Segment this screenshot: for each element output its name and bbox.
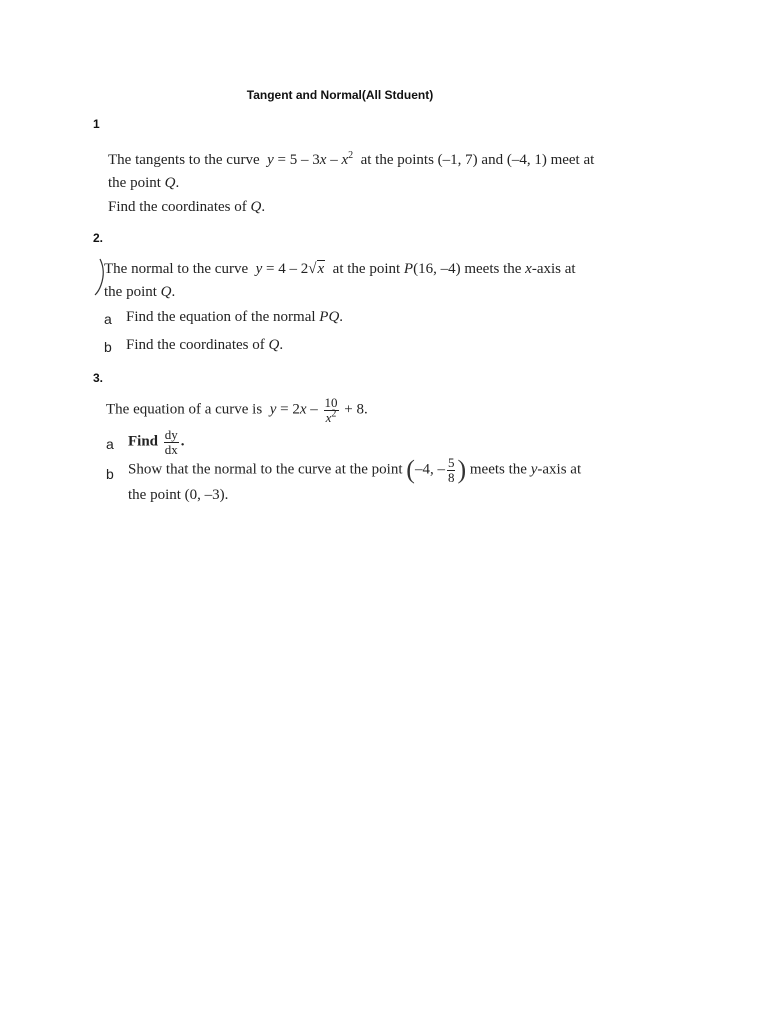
- q3-eq-minus: –: [306, 401, 322, 418]
- q3-part-b-line-1: [128, 456, 581, 484]
- right-paren: ): [457, 455, 467, 485]
- q3-part-b-post-a: meets the: [469, 461, 531, 478]
- dydx-num: dy: [164, 427, 178, 442]
- q1-text-post: at the points (–1, 7) and (–4, 1) meet at: [360, 152, 595, 168]
- q2-line2-text: the point: [104, 284, 161, 300]
- q2-part-b-text: [126, 337, 283, 354]
- q2-eq-mid: = 4 – 2: [262, 261, 309, 277]
- page-title: Tangent and Normal(All Stduent): [246, 88, 434, 102]
- q3-point-frac-den: 8: [447, 469, 455, 485]
- q1-eq-mid: = 5 – 3: [273, 152, 320, 168]
- question-2-line-2: [104, 284, 175, 301]
- q3-part-b-letter: b: [106, 466, 114, 482]
- q3-part-b-post-b: -axis at: [537, 461, 582, 478]
- q3-part-b-post-y: y: [530, 461, 538, 478]
- question-1-line-2: [108, 175, 179, 192]
- q1-line2-var: Q: [164, 175, 176, 191]
- q2-post-x: x: [525, 261, 532, 277]
- q1-eq-exp: 2: [348, 150, 354, 161]
- q1-line3-text: Find the coordinates of: [108, 199, 251, 215]
- q3-part-a-letter: a: [106, 436, 114, 452]
- question-1-line-1: [108, 152, 594, 169]
- q3-point-fraction: [447, 456, 456, 484]
- q2-post-b: (16, –4) meets the: [413, 261, 526, 277]
- question-3-line-1: [106, 396, 368, 424]
- q1-eq-minus: –: [326, 152, 342, 168]
- dydx-den: dx: [164, 441, 178, 457]
- question-2-line-1: [104, 261, 576, 278]
- q3-frac-den-var: x: [325, 409, 332, 425]
- q1-eq-x2: x: [341, 152, 349, 168]
- dydx-fraction: [164, 428, 179, 456]
- q3-frac-den-exp: 2: [331, 408, 337, 420]
- q3-part-a-text: [128, 428, 185, 456]
- q2-eq-radicand: x: [317, 261, 325, 277]
- q2-eq-y: y: [255, 261, 263, 277]
- q3-part-a-end: .: [180, 433, 185, 450]
- q3-frac-den: [324, 408, 339, 425]
- q3-fraction: [324, 396, 339, 424]
- q2-part-b-letter: b: [104, 339, 112, 355]
- q2-post-c: -axis at: [531, 261, 576, 277]
- q3-eq-x: x: [299, 401, 307, 418]
- q3-text-pre: The equation of a curve is: [106, 401, 263, 418]
- q3-point-x: –4, –: [414, 461, 445, 478]
- q2-post-a: at the point: [332, 261, 404, 277]
- q2-text-pre: The normal to the curve: [104, 261, 249, 277]
- q2-part-a-text: [126, 309, 343, 326]
- left-paren: (: [406, 455, 415, 485]
- q2-line2-var: Q: [160, 284, 172, 300]
- q2-part-a-var: PQ: [319, 309, 340, 325]
- q2-line2-end: .: [171, 284, 176, 300]
- question-3-number: 3.: [93, 371, 104, 385]
- q3-point-frac-num: 5: [447, 455, 455, 470]
- q2-part-a-letter: a: [104, 311, 112, 327]
- q3-part-a-find: Find: [128, 433, 159, 450]
- q2-part-a-body: Find the equation of the normal: [126, 309, 320, 325]
- q1-eq-y: y: [267, 152, 274, 168]
- q2-part-b-var: Q: [268, 337, 280, 353]
- q1-eq-x: x: [319, 152, 327, 168]
- q2-part-b-body: Find the coordinates of: [126, 337, 269, 353]
- q1-line3-var: Q: [250, 199, 262, 215]
- question-2-number: 2.: [93, 231, 104, 245]
- question-1-number: 1: [93, 117, 100, 131]
- q3-part-b-text: Show that the normal to the curve at the point: [128, 461, 403, 478]
- q3-eq-mid: = 2: [276, 401, 300, 418]
- q2-part-b-end: .: [279, 337, 284, 353]
- question-1-line-3: [108, 199, 265, 216]
- q3-line1-end: + 8.: [340, 401, 368, 418]
- sqrt-sign: √x: [308, 261, 325, 277]
- q3-frac-num: 10: [324, 395, 338, 410]
- q1-line2-text: the point: [108, 175, 165, 191]
- q1-line2-end: .: [175, 175, 180, 191]
- q1-line3-end: .: [261, 199, 266, 215]
- q2-part-a-end: .: [339, 309, 344, 325]
- q3-part-b-line-2: the point (0, –3).: [128, 487, 229, 503]
- q3-eq-y: y: [269, 401, 277, 418]
- q2-post-P: P: [403, 261, 414, 277]
- q1-text-pre: The tangents to the curve: [108, 152, 260, 168]
